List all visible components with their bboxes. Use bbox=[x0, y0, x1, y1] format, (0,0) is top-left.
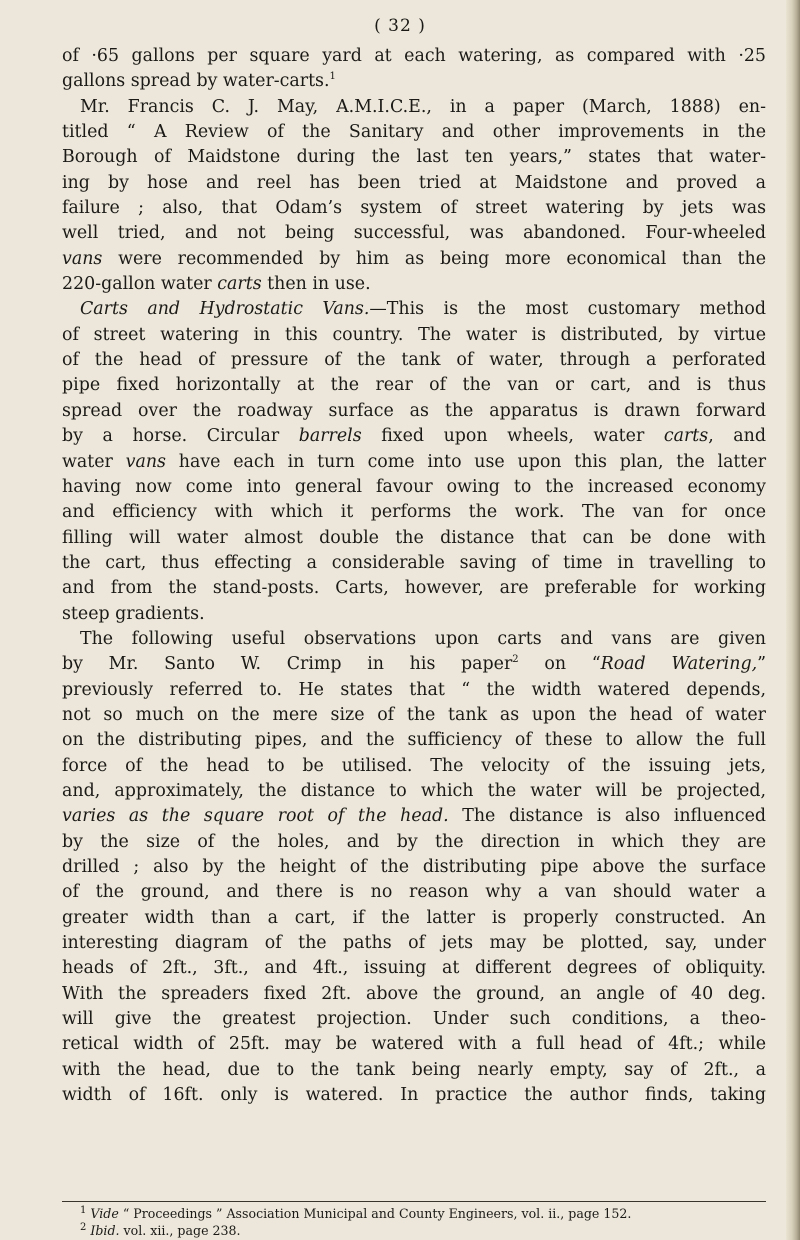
text-line: heads of 2ft., 3ft., and 4ft., issuing at different degrees of obliquity. bbox=[62, 958, 766, 979]
text-line: by Mr. Santo W. Crimp in his paper$^2$ on “Road Watering,” bbox=[62, 654, 766, 675]
text-line: width of 16ft. only is watered. In practice the author finds, taking bbox=[62, 1085, 766, 1106]
text-line: steep gradients. bbox=[62, 603, 205, 624]
text-line: having now come into general favour owing to the increased economy bbox=[62, 476, 766, 497]
body-text bbox=[62, 44, 766, 1108]
text-line: retical width of 25ft. may be watered with a full head of 4ft.; while bbox=[62, 1034, 766, 1055]
text-line: on the distributing pipes, and the sufficiency of these to allow the full bbox=[62, 730, 766, 751]
text-line: with the head, due to the tank being nearly empty, say of 2ft., a bbox=[62, 1059, 766, 1080]
text-line: drilled ; also by the height of the distributing pipe above the surface bbox=[62, 857, 766, 877]
page-number: ( 32 ) bbox=[374, 16, 426, 36]
text-line: will give the greatest projection. Under such conditions, a theo- bbox=[62, 1009, 766, 1030]
text-line: pipe fixed horizontally at the rear of the van or cart, and is thus bbox=[62, 375, 766, 396]
text-line: Mr. Francis C. J. May, A.M.I.C.E., in a paper (March, 1888) en- bbox=[80, 96, 766, 117]
text-line: greater width than a cart, if the latter is properly constructed. An bbox=[62, 907, 766, 928]
text-line: of street watering in this country. The water is distributed, by virtue bbox=[62, 324, 766, 345]
footnote-1: $^1$ Vide “ Proceedings ” Association Municipal and County Engineers, vol. ii., page 152. bbox=[80, 1204, 632, 1221]
text-line: With the spreaders fixed 2ft. above the ground, an angle of 40 deg. bbox=[62, 983, 766, 1004]
text-line: 220-gallon water carts then in use. bbox=[62, 274, 371, 295]
text-line: by the size of the holes, and by the direction in which they are bbox=[62, 831, 766, 852]
text-line: gallons spread by water-carts.$^1$ bbox=[62, 71, 336, 92]
text-line: and, approximately, the distance to which the water will be projected, bbox=[62, 780, 766, 801]
text-line: water vans have each in turn come into use upon this plan, the latter bbox=[62, 451, 767, 472]
text-line: The following useful observations upon carts and vans are given bbox=[80, 628, 766, 649]
text-line: failure ; also, that Odam’s system of street watering by jets was bbox=[62, 198, 766, 219]
text-line: force of the head to be utilised. The velocity of the issuing jets, bbox=[62, 755, 766, 776]
section-heading: Carts and Hydrostatic Vans. bbox=[80, 299, 370, 320]
text-line: spread over the roadway surface as the apparatus is drawn forward bbox=[62, 400, 766, 421]
text-line: well tried, and not being successful, was abandoned. Four-wheeled bbox=[62, 223, 766, 244]
text-line: Borough of Maidstone during the last ten years,” states that water- bbox=[62, 147, 766, 168]
text-line: the cart, thus effecting a considerable saving of time in travelling to bbox=[62, 552, 766, 573]
text-line: varies as the square root of the head. The distance is also influenced bbox=[62, 806, 766, 827]
footnote-divider bbox=[62, 1201, 766, 1202]
text-line: vans were recommended by him as being more economical than the bbox=[62, 248, 767, 269]
footnotes bbox=[62, 1205, 766, 1239]
page-edge-shadow bbox=[786, 0, 800, 1240]
footnote-ref: 1 bbox=[329, 71, 336, 83]
text-line: of ·65 gallons per square yard at each watering, as compared with ·25 bbox=[62, 46, 766, 66]
text-line: and efficiency with which it performs the work. The van for once bbox=[62, 502, 766, 523]
text-line: not so much on the mere size of the tank as upon the head of water bbox=[62, 704, 766, 725]
text-line: titled “ A Review of the Sanitary and other improvements in the bbox=[62, 122, 766, 143]
text-line: interesting diagram of the paths of jets may be plotted, say, under bbox=[62, 933, 766, 954]
footnote-2: $^2$ Ibid. vol. xii., page 238. bbox=[80, 1221, 241, 1238]
text-line: of the head of pressure of the tank of water, through a perforated bbox=[62, 350, 766, 371]
footnote-ref: 2 bbox=[512, 654, 519, 666]
text-line: and from the stand-posts. Carts, however, are preferable for working bbox=[62, 578, 766, 599]
section-heading-line: Carts and Hydrostatic Vans.—This is the most customary method bbox=[80, 299, 766, 320]
text-line: filling will water almost double the distance that can be done with bbox=[62, 527, 766, 548]
text-line: ing by hose and reel has been tried at Maidstone and proved a bbox=[62, 172, 766, 193]
text-line: of the ground, and there is no reason why a van should water a bbox=[62, 882, 766, 903]
text-line: by a horse. Circular barrels fixed upon wheels, water carts, and bbox=[62, 426, 767, 447]
text-line: previously referred to. He states that “ the width watered depends, bbox=[62, 679, 766, 700]
